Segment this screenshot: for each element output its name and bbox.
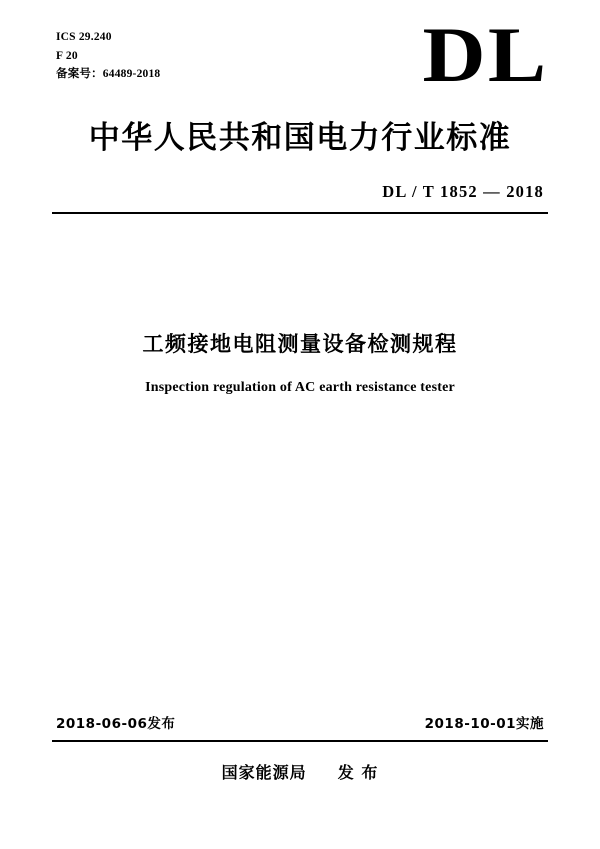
standard-number: DL / T 1852 — 2018 [382, 182, 544, 201]
header-divider [52, 212, 548, 214]
document-title-english: Inspection regulation of AC earth resistance tester [145, 380, 455, 395]
effective-date: 2018-10-01实施 [424, 716, 544, 732]
footer-divider [52, 740, 548, 742]
publish-action: 发 布 [337, 763, 379, 782]
dl-logo: DL [422, 11, 548, 98]
document-title-chinese: 工频接地电阻测量设备检测规程 [142, 332, 458, 356]
classification-code: F 20 [56, 49, 78, 62]
publisher-line [0, 760, 600, 783]
series-title: 中华人民共和国电力行业标准 [88, 120, 512, 156]
issue-date: 2018-06-06发布 [56, 716, 176, 732]
record-number: 备案号：64489-2018 [56, 68, 161, 81]
publisher-name: 国家能源局 [221, 763, 307, 782]
ics-code: ICS 29.240 [56, 31, 112, 43]
ics-metadata-block [56, 28, 160, 84]
